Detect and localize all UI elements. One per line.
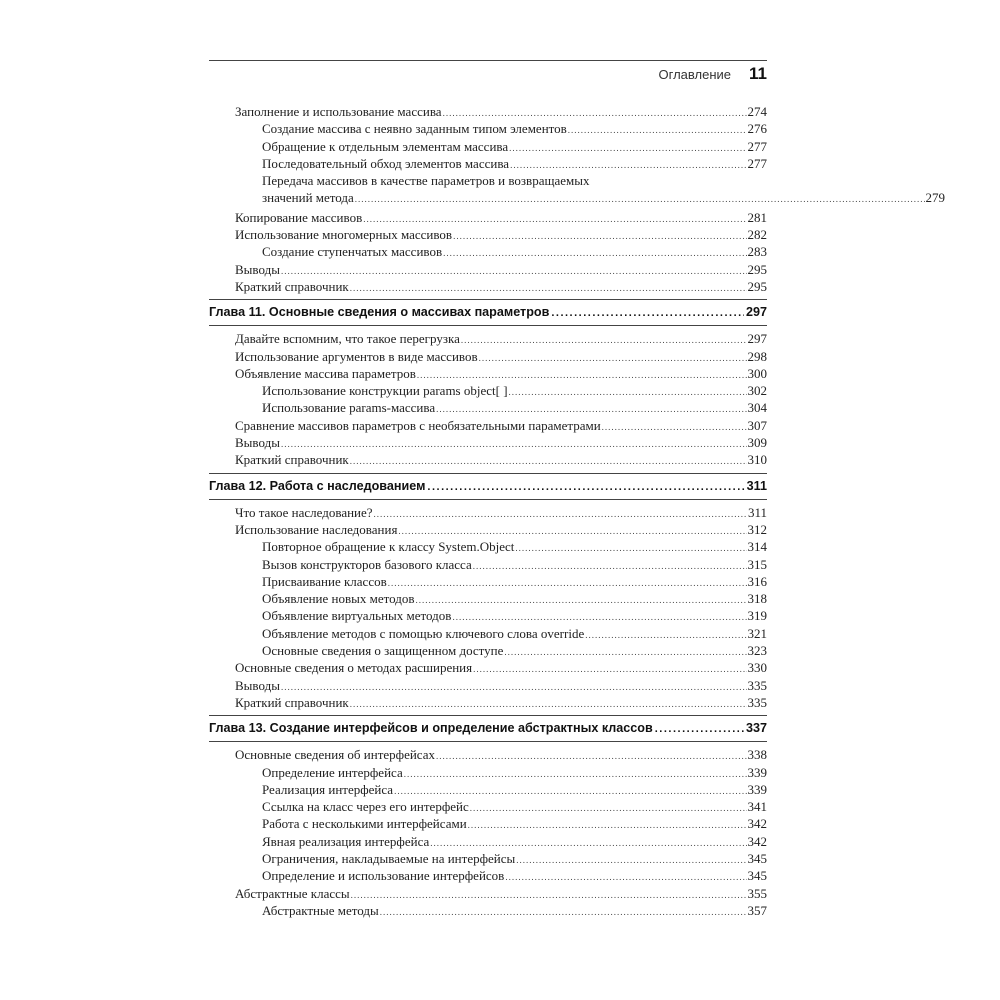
toc-entry (209, 243, 767, 260)
entry-page-number: 321 (747, 625, 767, 641)
toc-entry (209, 417, 767, 434)
entry-page-number: 342 (747, 833, 767, 849)
entry-title: Создание массива с неявно заданным типом элементов (262, 121, 567, 137)
toc-entry (209, 885, 767, 902)
entry-title: Реализация интерфейса (262, 781, 394, 797)
entry-title-line: значений метода (262, 190, 354, 206)
entry-page-number: 309 (747, 435, 767, 451)
toc-entry (209, 781, 767, 798)
entry-title: Ссылка на класс через его интерфейс (262, 799, 469, 815)
entry-title: Заполнение и использование массива (235, 104, 442, 119)
entry-title: Основные сведения о методах расширения (235, 660, 473, 676)
entry-title: Абстрактные классы (235, 885, 350, 901)
entry-page-number: 297 (747, 331, 767, 347)
toc-entry (209, 833, 767, 850)
chapter-title: Глава 13. Создание интерфейсов и определение абстрактных классов (209, 721, 653, 736)
entry-title: Что такое наследование? (235, 504, 373, 520)
dot-leader (551, 304, 744, 322)
entry-page-number: 277 (747, 138, 767, 154)
chapter-page-number: 337 (745, 721, 767, 736)
entry-title: Краткий справочник (235, 278, 349, 294)
chapter-page-number: 311 (746, 478, 767, 493)
chapter-title: Глава 11. Основные сведения о массивах параметров (209, 305, 550, 320)
chapter-title: Глава 12. Работа с наследованием (209, 478, 426, 493)
toc-entry (209, 815, 767, 832)
entry-title-line: Передача массивов в качестве параметров и возвращаемых (262, 173, 590, 189)
dot-leader (380, 902, 747, 921)
toc-entry (209, 764, 767, 781)
toc-entry (209, 625, 767, 642)
entry-page-number: 314 (747, 539, 767, 555)
entry-page-number: 304 (747, 400, 767, 416)
entry-title: Основные сведения об интерфейсах (235, 747, 436, 763)
entry-page-number: 274 (747, 104, 767, 119)
entry-title: Копирование массивов (235, 209, 363, 225)
toc-entry (209, 798, 767, 815)
toc-entry (209, 451, 767, 468)
entry-page-number: 339 (747, 781, 767, 797)
entry-page-number: 345 (747, 868, 767, 884)
entry-page-number: 277 (747, 155, 767, 171)
entry-page-number: 335 (747, 677, 767, 693)
entry-page-number: 298 (747, 348, 767, 364)
entry-title: Явная реализация интерфейса (262, 833, 430, 849)
entry-title: Повторное обращение к классу System.Object (262, 539, 515, 555)
toc-entry (209, 677, 767, 694)
entry-page-number: 339 (747, 764, 767, 780)
entry-title: Объявление массива параметров (235, 365, 416, 381)
entry-page-number: 279 (925, 190, 946, 206)
entry-page-number: 302 (747, 383, 767, 399)
entry-page-number: 283 (747, 244, 767, 260)
dot-leader (355, 189, 925, 208)
entry-title: Создание ступенчатых массивов (262, 244, 443, 260)
toc-entry (209, 504, 767, 521)
toc-chapter-heading (209, 715, 767, 742)
toc-entry (209, 261, 767, 278)
toc-entry (209, 434, 767, 451)
entry-title: Выводы (235, 261, 280, 277)
dot-leader (350, 278, 747, 297)
toc-entry (209, 138, 767, 155)
entry-page-number: 307 (747, 417, 767, 433)
running-header (659, 64, 767, 86)
entry-title: Работа с несколькими интерфейсами (262, 816, 467, 832)
entry-title: Использование многомерных массивов (235, 227, 453, 243)
header-rule (209, 60, 767, 61)
toc-entry (209, 902, 767, 919)
entry-page-number: 295 (747, 261, 767, 277)
toc-entry (209, 348, 767, 365)
entry-title: Давайте вспомним, что такое перегрузка (235, 331, 460, 347)
toc-entry (209, 573, 767, 590)
entry-title: Основные сведения о защищенном доступе (262, 643, 504, 659)
entry-page-number: 357 (747, 902, 767, 918)
entry-page-number: 310 (747, 452, 767, 468)
toc-entry (209, 850, 767, 867)
entry-title: Присваивание классов (262, 573, 387, 589)
entry-page-number: 345 (747, 850, 767, 866)
toc-entry (209, 382, 767, 399)
toc-entry (209, 120, 767, 137)
toc-entry (209, 659, 767, 676)
toc-entry (209, 172, 946, 209)
entry-title: Объявление методов с помощью ключевого слова override (262, 625, 585, 641)
toc-entry (209, 521, 767, 538)
toc-entry (209, 209, 767, 226)
entry-title: Выводы (235, 677, 280, 693)
toc-chapter-heading (209, 299, 767, 326)
toc-entry (209, 607, 767, 624)
toc-entry (209, 746, 767, 763)
entry-title: Использование наследования (235, 521, 398, 537)
table-of-contents (209, 103, 946, 919)
entry-page-number: 330 (747, 660, 767, 676)
dot-leader (350, 451, 747, 470)
toc-chapter-heading (209, 473, 767, 500)
entry-title: Использование аргументов в виде массивов (235, 348, 478, 364)
entry-title: Определение и использование интерфейсов (262, 868, 505, 884)
toc-entry (209, 103, 767, 120)
toc-entry (209, 694, 767, 711)
entry-page-number: 323 (747, 643, 767, 659)
entry-page-number: 318 (747, 591, 767, 607)
chapter-page-number: 297 (745, 305, 767, 320)
entry-page-number: 300 (747, 365, 767, 381)
toc-entry (209, 330, 767, 347)
entry-page-number: 312 (747, 521, 767, 537)
toc-entry (209, 399, 767, 416)
dot-leader (655, 720, 744, 738)
entry-title: Выводы (235, 435, 280, 451)
entry-page-number: 316 (747, 573, 767, 589)
toc-entry (209, 642, 767, 659)
entry-page-number: 295 (747, 278, 767, 294)
entry-page-number: 282 (747, 227, 767, 243)
entry-page-number: 315 (747, 556, 767, 572)
entry-title: Краткий справочник (235, 694, 349, 710)
entry-page-number: 319 (747, 608, 767, 624)
entry-title: Использование конструкции params object[ ] (262, 383, 508, 399)
entry-page-number: 335 (747, 694, 767, 710)
entry-page-number: 338 (747, 747, 767, 763)
entry-page-number: 276 (747, 121, 767, 137)
toc-entry (209, 278, 767, 295)
entry-page-number: 355 (747, 885, 767, 901)
dot-leader (350, 694, 747, 713)
book-page (209, 0, 946, 1000)
toc-entry (209, 538, 767, 555)
entry-page-number: 311 (747, 504, 767, 520)
entry-page-number: 342 (747, 816, 767, 832)
running-title: Оглавление (658, 67, 732, 82)
dot-leader (427, 478, 744, 496)
toc-entry (209, 590, 767, 607)
entry-title: Краткий справочник (235, 452, 349, 468)
entry-page-number: 281 (747, 209, 767, 225)
entry-title: Объявление новых методов (262, 591, 415, 607)
entry-title: Использование params-массива (262, 400, 436, 416)
toc-entry (209, 365, 767, 382)
entry-title: Объявление виртуальных методов (262, 608, 452, 624)
entry-title: Ограничения, накладываемые на интерфейсы (262, 850, 516, 866)
toc-entry (209, 226, 767, 243)
toc-entry (209, 867, 767, 884)
entry-title: Абстрактные методы (262, 902, 379, 918)
entry-title: Вызов конструкторов базового класса (262, 556, 472, 572)
entry-title: Последовательный обход элементов массива (262, 155, 510, 171)
toc-entry (209, 556, 767, 573)
page-number: 11 (749, 64, 767, 83)
entry-title: Обращение к отдельным элементам массива (262, 138, 509, 154)
toc-entry (209, 155, 767, 172)
entry-title: Определение интерфейса (262, 764, 403, 780)
entry-page-number: 341 (747, 799, 767, 815)
entry-title: Сравнение массивов параметров с необязательными параметрами (235, 417, 601, 433)
